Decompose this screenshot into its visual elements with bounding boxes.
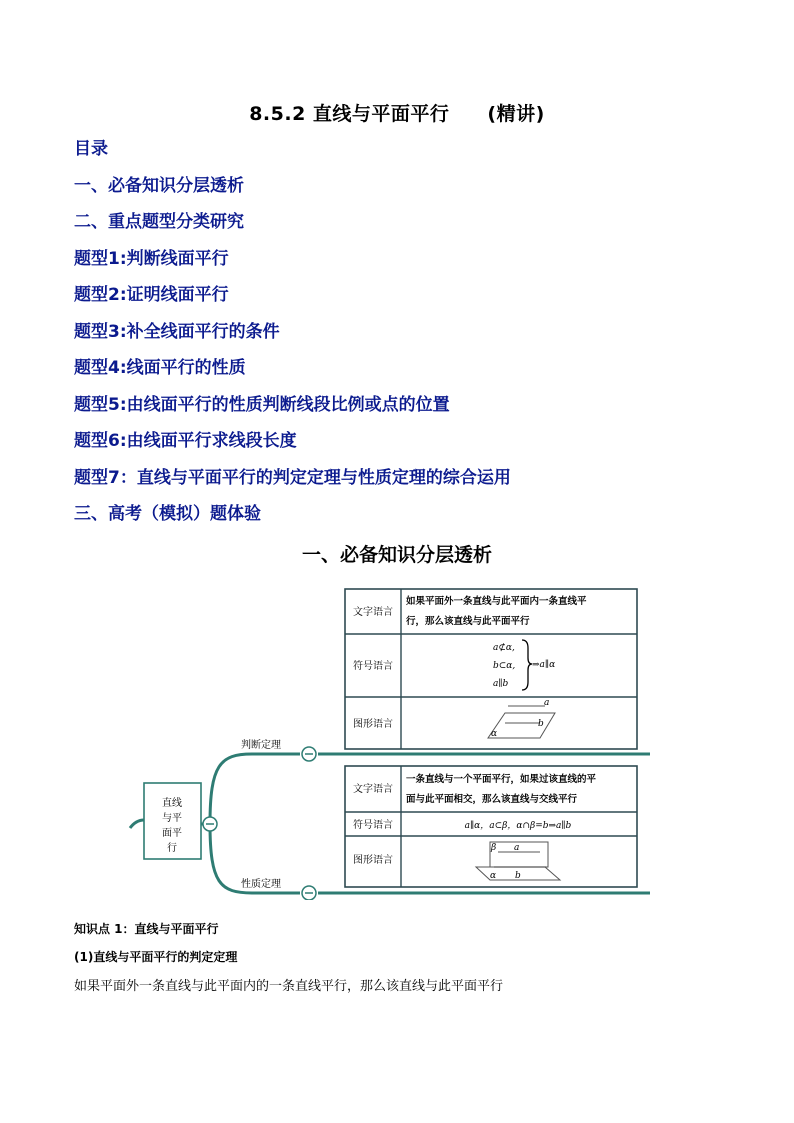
figure-label: α (491, 729, 498, 739)
property-row2-label: 符号语言 (353, 820, 393, 831)
branch-label-judge: 判断定理 (241, 740, 281, 751)
toc-item[interactable]: 题型4:线面平行的性质 (74, 358, 246, 378)
mindmap-root-line: 面平 (162, 828, 182, 839)
judge-symbol-line: a∥b (493, 679, 509, 689)
judge-theorem-table (345, 589, 637, 749)
figure-label: a (544, 698, 550, 708)
judge-row1-text: 如果平面外一条直线与此平面内一条直线平 (406, 596, 587, 607)
mindmap-root-line: 直线 (162, 798, 182, 809)
mindmap-root-line: 行 (167, 843, 177, 854)
table-of-contents (74, 136, 511, 538)
toc-item[interactable]: 题型2:证明线面平行 (74, 285, 229, 305)
collapse-property-button[interactable] (302, 886, 316, 900)
property-row1-text: 面与此平面相交，那么该直线与交线平行 (406, 794, 578, 805)
judge-symbol-line: b⊂α, (493, 661, 516, 671)
figure-label: b (515, 871, 521, 881)
branch-label-property: 性质定理 (241, 879, 281, 890)
knowledge-subtitle: (1)直线与平面平行的判定定理 (74, 950, 238, 964)
figure-label: β (491, 843, 497, 853)
figure-label: a (514, 843, 520, 853)
collapse-judge-button[interactable] (302, 747, 316, 761)
section-heading: 一、必备知识分层透析 (301, 544, 492, 566)
property-theorem-table (345, 766, 637, 887)
toc-item[interactable]: 二、重点题型分类研究 (74, 212, 244, 232)
judge-row1-text: 行，那么该直线与此平面平行 (406, 616, 530, 627)
collapse-root-button[interactable] (203, 817, 217, 831)
judge-symbol-result: ⇒a∥α (532, 660, 556, 670)
page-title (0, 99, 794, 126)
judge-symbol-line: a⊄α, (493, 643, 515, 653)
knowledge-text: 如果平面外一条直线与此平面内的一条直线平行，那么该直线与此平面平行 (74, 979, 504, 994)
toc-item[interactable]: 题型3:补全线面平行的条件 (74, 321, 280, 342)
mindmap-root-line: 与平 (162, 813, 182, 824)
judge-row3-label: 图形语言 (353, 719, 393, 730)
property-row1-label: 文字语言 (353, 784, 393, 795)
toc-item[interactable]: 题型6:由线面平行求线段长度 (74, 431, 297, 451)
figure-label: α (490, 871, 497, 881)
toc-item[interactable]: 题型1:判断线面平行 (74, 248, 229, 269)
title-main: 8.5.2 直线与平面平行 (249, 103, 450, 125)
toc-item[interactable]: 题型7：直线与平面平行的判定定理与性质定理的综合运用 (74, 467, 511, 488)
figure-label: b (538, 719, 544, 729)
toc-item[interactable]: 三、高考（模拟）题体验 (74, 504, 261, 524)
judge-row1-label: 文字语言 (353, 607, 393, 618)
property-row1-text: 一条直线与一个平面平行，如果过该直线的平 (406, 774, 597, 785)
toc-heading: 目录 (74, 139, 108, 159)
mindmap-diagram (0, 580, 794, 900)
knowledge-point-title: 知识点 1：直线与平面平行 (74, 922, 219, 936)
toc-item[interactable]: 题型5:由线面平行的性质判断线段比例或点的位置 (74, 394, 450, 415)
title-tag: (精讲) (487, 103, 545, 125)
property-row3-label: 图形语言 (353, 855, 393, 866)
toc-item[interactable]: 一、必备知识分层透析 (74, 175, 244, 196)
property-row2-text: a∥α，a⊂β，α∩β=b⇒a∥b (464, 821, 572, 831)
judge-row2-label: 符号语言 (353, 661, 393, 672)
